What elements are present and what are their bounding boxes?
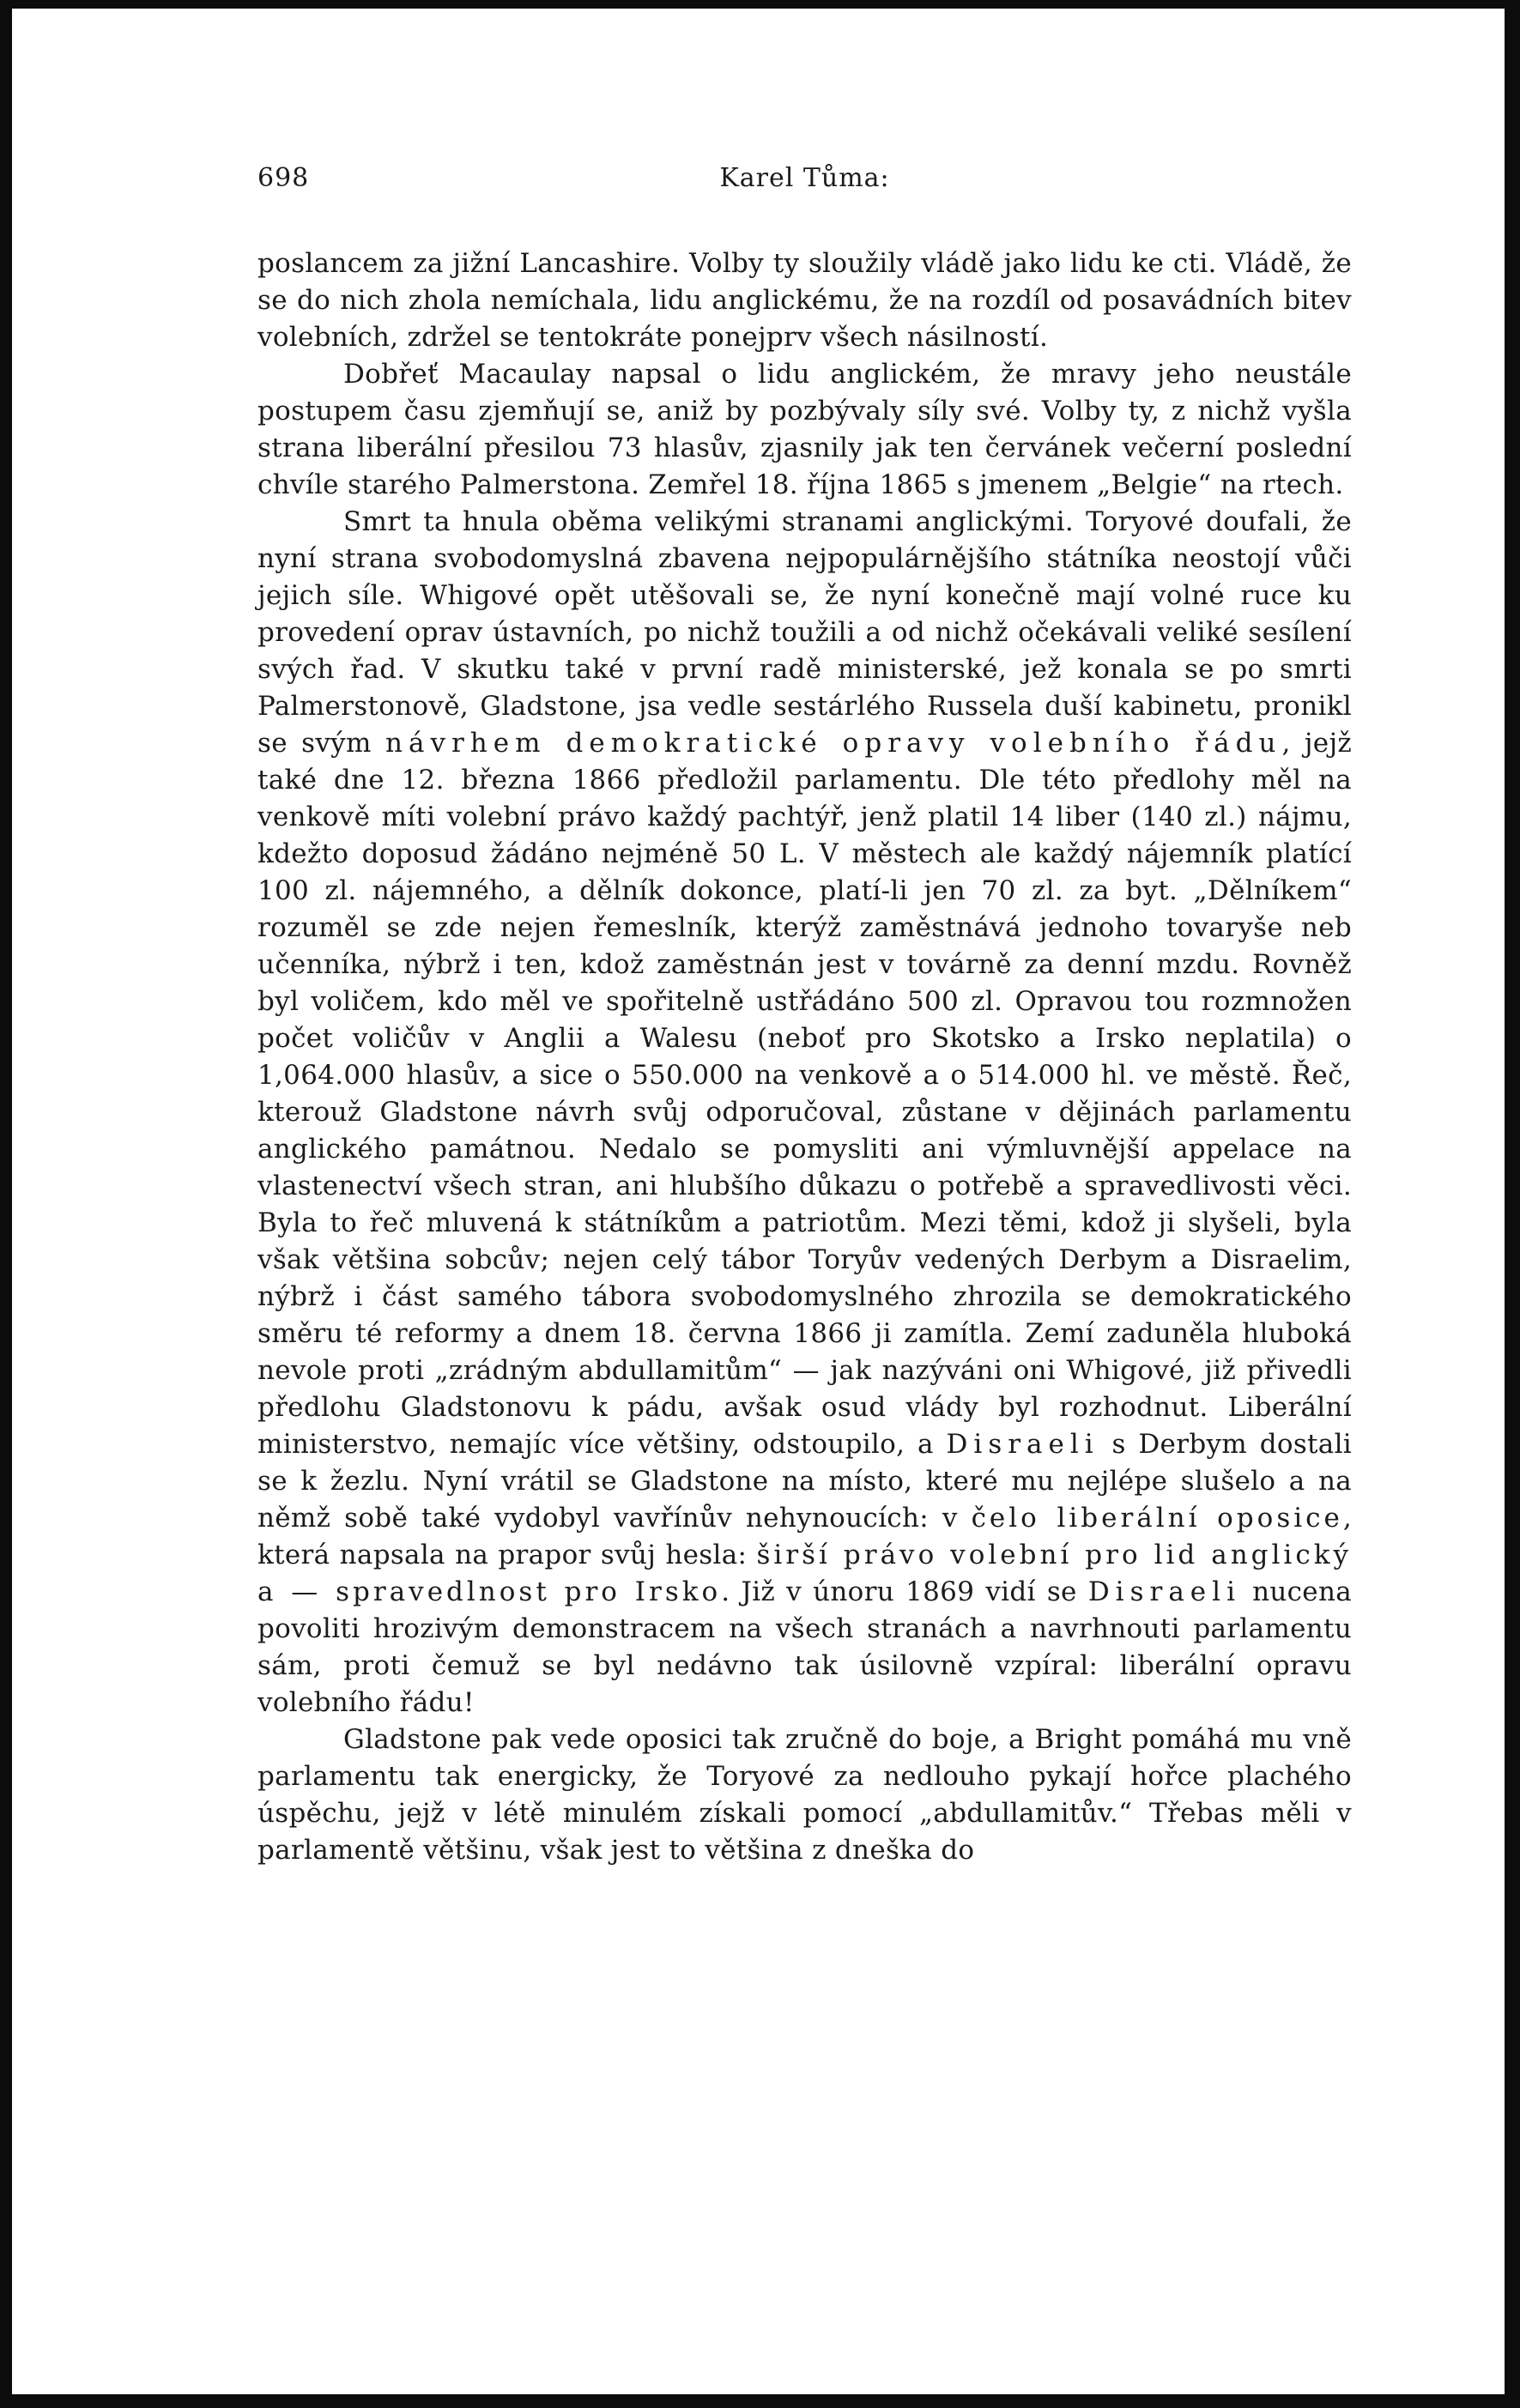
paragraph-1: poslancem za jižní Lancashire. Volby ty sloužily vládě jako lidu ke cti. Vládě, že se do nich zhola nemíchala, lidu anglickému, že na rozdíl od posavádních bitev volebních, zdržel se tentokráte ponejprv všech násilností.	[257, 248, 1352, 353]
paragraph-3-part-1: Smrt ta hnula oběma velikými stranami anglickými. Toryové doufali, že nyní strana svobodomyslná zbavena nejpopulárnějšího státníka neostojí vůči jejich síle. Whigové opět utěšovali se, že nyní konečně mají volné ruce ku provedení oprav ústavních, po nichž toužili a od nichž očekávali veliké sesílení svých řad. V skutku také v první radě ministerské, jež konala se po smrti Palmerstonově, Gladstone, jsa vedle sestárlého Russela duší kabinetu, pronikl se svým	[257, 506, 1352, 759]
body-text	[257, 245, 1352, 1869]
paragraph-3	[257, 504, 1352, 1721]
spaced-emphasis-opposition: čelo liberální oposice	[971, 1503, 1343, 1534]
page-number: 698	[257, 163, 310, 193]
paragraph-3-part-5: . Již v únoru 1869 vidí se	[721, 1576, 1088, 1607]
running-head	[257, 163, 1352, 211]
paragraph-4: Gladstone pak vede oposici tak zručně do boje, a Bright pomáhá mu vně parlamentu tak energicky, že Toryové za nedlouho pykají hořce plachého úspěchu, jejž v létě minulém získali pomocí „abdullamitův.“ Třebas měli v parlamentě většinu, však jest to většina z dneška do	[257, 1724, 1352, 1866]
scan-border-right	[1505, 0, 1520, 2408]
paragraph-3-part-6: nucena povoliti hrozivým demonstracem na všech stranách a navrhnouti parlamentu sám, proti čemuž se byl nedávno tak úsilovně vzpíral: liberální opravu volebního řádu!	[257, 1576, 1352, 1718]
paragraph-2: Dobřeť Macaulay napsal o lidu anglickém, že mravy jeho neustále postupem času zjemňují se, aniž by pozbývaly síly své. Volby ty, z nichž vyšla strana liberální přesilou 73 hlasův, zjasnily jak ten červánek večerní poslední chvíle starého Palmerstona. Zemřel 18. října 1865 s jmenem „Belgie“ na rtech.	[257, 359, 1352, 500]
paragraph-3-part-2: , jejž také dne 12. března 1866 předložil parlamentu. Dle této předlohy měl na venkově míti volební právo každý pachtýř, jenž platil 14 liber (140 zl.) nájmu, kdežto doposud žádáno nejméně 50 L. V městech ale každý nájemník platící 100 zl. nájemného, a dělník dokonce, platí-li jen 70 zl. za byt. „Dělníkem“ rozuměl se zde nejen řemeslník, kterýž zaměstnává jednoho tovaryše neb učenníka, nýbrž i ten, kdož zaměstnán jest v továrně za denní mzdu. Rovněž byl voličem, kdo měl ve spořitelně ustřádáno 500 zl. Opravou tou rozmnožen počet voličův v Anglii a Walesu (neboť pro Skotsko a Irsko neplatila) o 1,064.000 hlasův, a sice o 550.000 na venkově a o 514.000 hl. ve městě. Řeč, kterouž Gladstone návrh svůj odporučoval, zůstane v dějinách parlamentu anglického památnou. Nedalo se pomysliti ani výmluvnější appelace na vlastenectví všech stran, ani hlubšího důkazu o potřebě a spravedlivosti věci. Byla to řeč mluvená k státníkům a patriotům. Mezi těmi, kdož ji slyšeli, byla však většina sobcův; nejen celý tábor Toryův vedených Derbym a Disraelim, nýbrž i část samého tábora svobodomyslného zhrozila se demokratického směru té reformy a dnem 18. června 1866 ji zamítla. Zemí zaduněla hluboká nevole proti „zrádným abdullamitům“ — jak nazýváni oni Whigové, již přivedli předlohu Gladstonovu k pádu, avšak osud vlády byl rozhodnut. Liberální ministerstvo, nemajíc více většiny, odstoupilo, a	[257, 728, 1352, 1460]
scan-border-bottom	[0, 2394, 1520, 2408]
spaced-emphasis-disraeli: Disraeli	[946, 1429, 1099, 1460]
paragraph-3-part-4: , která napsala na prapor svůj hesla:	[257, 1503, 1353, 1570]
paragraph-3-part-3: s Derbym dostali se k žezlu. Nyní vrátil se Gladstone na místo, které mu nejlépe slušelo a na němž sobě také vydobyl vavřínův nehynoucích: v	[257, 1429, 1353, 1534]
scan-border-top	[0, 0, 1520, 9]
running-title: Karel Tůma:	[719, 163, 890, 193]
spaced-emphasis-disraeli-2: Disraeli	[1087, 1576, 1241, 1607]
scan-border-left	[0, 0, 12, 2408]
spaced-emphasis-reform: návrhem demokratické opravy volebního řádu	[385, 728, 1282, 759]
spaced-emphasis-motto: širší právo volební pro lid anglický a — spravedlnost pro Irsko	[257, 1540, 1352, 1607]
book-page	[257, 163, 1352, 1869]
